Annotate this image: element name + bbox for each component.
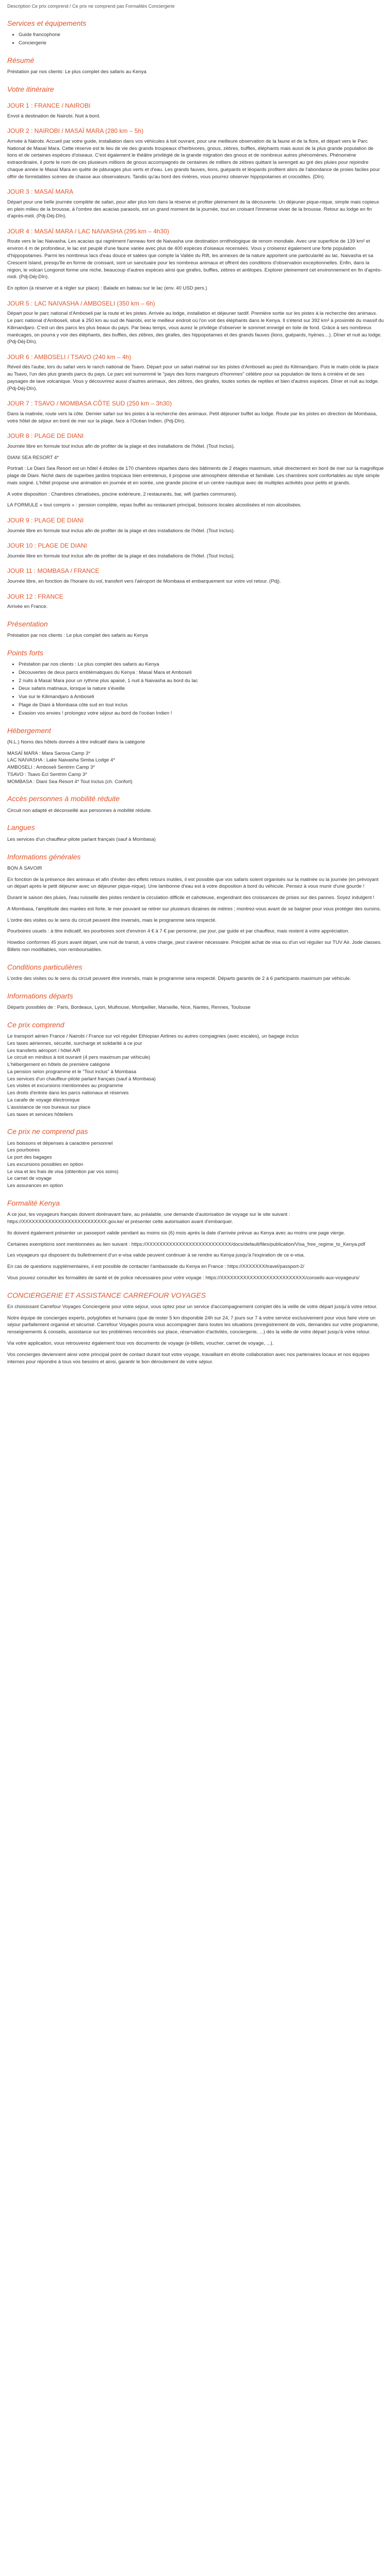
departs-title: Informations départs [7,991,73,1000]
day-paragraph: Journée libre en formule tout inclus afin de profiter de la plage et des installations de l'hôtel. (Tout Inclus). [7,528,235,534]
day-2 [7,127,384,180]
acces-text: Circuit non adapté et déconseillé aux personnes à mobilité réduite. [7,807,152,814]
day-3 [7,188,384,220]
formalites-paragraph: Certaines exemptions sont mentionnées au lien suivant : https://XXXXXXXXXXXXXXXXXXXXXXXXXX/docs/default/files/publication/Visa_free_regime_to_Kenya.pdf [7,1241,365,1247]
day-paragraph: En option (à réserver et à régler sur place) : Balade en bateau sur le lac (env. 40 USD pers.) [7,285,207,292]
conditions-title: Conditions particulières [7,962,83,971]
day-5 [7,299,384,346]
day-title: JOUR 12 : FRANCE [7,592,63,600]
day-title: JOUR 10 : PLAGE DE DIANI [7,542,87,550]
comprend-item: La carafe de voyage électronique [7,1097,80,1104]
formalites-paragraph: A ce jour, les voyageurs français doivent dorénavant faire, au préalable, une demande d'autorisation de voyage sur le site suivant : https://XXXXXXXXXXXXXXXXXXXXXXXXXX.gov.ke/ et présenter cette autorisation avant d'embarquer. [7,1212,290,1225]
itinerary-title: Votre itinéraire [7,84,54,93]
formalites-paragraph: Vous pouvez consulter les formalités de santé et de police nécessaires pour votre voyage : https://XXXXXXXXXXXXXXXXXXXXXXXXXX/conseils-aux-voyageurs/ [7,1275,360,1281]
comprend-item: Le transport aérien France / Nairobi / France sur vol régulier Ethiopian Airlines ou autres compagnies (avec escales), un bagage inclus [7,1033,299,1040]
langues-text: Les services d'un chauffeur-pilote parlant français (sauf à Mombasa) [7,836,156,842]
resume-text: Préstation par nos clients: Le plus complet des safaris au Kenya [7,69,146,75]
infos-title: Informations générales [7,852,81,861]
presentation-text: Préstation par nos clients : Le plus complet des safaris au Kenya [7,633,148,639]
day-paragraph: Réveil dès l'aube, lors du safari vers le ranch national de Tsavo. Départ pour un safari matinal sur les pistes d'Amboseli au pied du Kilimandjaro. Puis le matin cède la place au Tsavo, l'un des plus grands parcs du pays. Le parc est surnommé le "pays des lions mangeurs d'hommes" célèbre pour sa population de lions à crinière et de ses paysages de lave volcanique. Vous y découvrirez aussi d'autres animaux, des zèbres, des girafes, toutes sortes de reptiles et bien d'autres espèces. Dîner et nuit au lodge. (Pdj-Déj-Dîn). [7,364,379,392]
ne-comprend-item: Les pourboires [7,1147,40,1154]
services-item: • Guide francophone [19,31,384,39]
day-paragraph: Départ pour le parc national d'Amboseli par la route et les pistes. Arrivée au lodge, installation et déjeuner tardif. Première sortie sur les pistes à la recherche des animaux. Le parc national d'Amboseli, situé à 250 km au sud de Nairobi, est le meilleur endroit où l'on voit des éléphants dans le Kenya. Il s'étend sur 392 km² à proximité du massif du Kilimandjaro. C'est un des parcs les plus beaux du pays. Par beau temps, vous aurez le privilège d'observer le sommet enneigé en toile de fond. Grâce à ses nombreux marécages, on pourra y voir des éléphants, des buffles, des zèbres, des girafes, des hippopotames et des grands fauves (lions, guépards, hyènes…). Dîner et nuit au lodge. (Pdj-Déj-Dîn). [7,311,384,345]
ne-comprend-item: Le visa et les frais de visa (obtention par vos soins) [7,1168,119,1175]
ne-comprend-item: Le port des bagages [7,1155,52,1161]
acces-title: Accès personnes à mobilité réduite [7,794,120,803]
hebergement-list [7,750,384,786]
day-title: JOUR 11 : MOMBASA / FRANCE [7,567,100,575]
points-list [7,661,384,717]
points-item: • Plage de Diani à Mombasa côte sud en tout inclus [19,702,384,709]
points-title: Points forts [7,648,44,657]
points-item: • 2 nuits à Masaï Mara pour un rythme plus apaisé, 1 nuit à Naivasha au bord du lac [19,677,384,685]
day-title: JOUR 2 : NAIROBI / MASAÏ MARA (280 km – 5h) [7,127,144,135]
day-paragraph: LA FORMULE « tout compris » : pension complète, repas buffet au restaurant principal, boissons locales alcoolisées et non alcoolisées. [7,502,302,509]
day-1 [7,101,384,120]
comprend-item: L'hébergement en hôtels de première catégorie [7,1062,110,1068]
points-item: • Découvertes de deux parcs emblématiques du Kenya : Masaï Mara et Amboseli [19,669,384,676]
services-title: Services et équipements [7,19,87,28]
day-paragraph: Départ pour une belle journée complète de safari, pour aller plus loin dans la réserve et profiter pleinement de la découverte. Un déjeuner pique-nique, simple mais copieux en plein milieu de la brousse, à l'ombre des acacias parasols, est un grand moment de la journée, tout en croisant l'immense vivier de la brousse. Retour au lodge en fin d'après-midi. (Pdj-Déj-Dîn). [7,199,379,219]
ne-comprend-item: Le carnet de voyage [7,1176,52,1182]
day-6 [7,353,384,392]
points-item: • Evasion vos envies ! prolongez votre séjour au bord de l'océan Indien ! [19,710,384,717]
infos-paragraph: L'ordre des visites ou le sens du circuit peuvent être inversés, mais le programme sera respecté. [7,917,217,923]
comprend-title: Ce prix comprend [7,1020,64,1029]
formalites-title: Formalité Kenya [7,1198,60,1207]
comprend-item: Le circuit en minibus à toit ouvrant (4 pers maximum par véhicule) [7,1055,151,1061]
day-paragraph: DIANI SEA RESORT 4* [7,454,59,461]
hebergement-item: LAC NAIVASHA : Lake Naivasha Simba Lodge 4* [7,757,115,764]
comprend-list [7,1033,384,1118]
comprend-item: Les visites et excursions mentionnées au programme [7,1083,123,1089]
day-12 [7,592,384,611]
day-paragraph: Route vers le lac Naivasha. Les acacias qui ragrèment l'anneau font de Naivasha une destination ornithologique de renom mondiale. Avec une superficie de 139 km² et environ 4 m de profondeur, le lac est peuplé d'une faune variée avec plus de 400 espèces d'oiseaux recensées. Vous y croiserez également une forte population d'hippopotames. Parmi les nombreux lacs d'eau douce et salées que compte la Vallée du Rift, les annexes de la nature apportent une particularité au lac. Naivasha et sa Crescent Island, presqu'île en forme de croissant, sont un sanctuaire pour les nombreux animaux et offrent des conditions d'observation exceptionnelles. Enfin, dans la région, le volcan Longonot forme une niche, beaucoup d'autres espèces ainsi que girafes, buffles, zèbres et antilopes. Explorer pleinement cet environnement en fin d'après-midi. (Pdj-Déj-Dîn). [7,239,382,280]
day-title: JOUR 9 : PLAGE DE DIANI [7,517,84,524]
day-title: JOUR 6 : AMBOSELI / TSAVO (240 km – 4h) [7,353,132,361]
top-note: Description Ce prix comprend / Ce prix ne comprend pas Formalités Conciergerie [7,4,175,9]
comprend-item: La pension selon programme et le "Tout inclus" à Mombasa [7,1069,137,1075]
day-title: JOUR 3 : MASAÏ MARA [7,188,74,196]
concierge-paragraph: En choisissant Carrefour Voyages Conciergerie pour votre séjour, vous optez pour un service d'accompagnement complet dès la veille de votre départ jusqu'à votre retour. [7,1303,378,1310]
concierge-paragraph: Notre équipe de concierges experts, polyglottes et humains (que de rester 5 km disponible 24h sur 24, 7 jours sur 7 à votre service exclusivement pour vous faire vivre un séjour parfaitement organisé et sécurisé. Carrefour Voyages pourra vous accompagner dans toutes les situations (enregistrement de vols, demandes sur votre programme, renseignements & conseils, assistance sur les problèmes rencontrés sur place, réservation d'activités, conciergerie, ...) dès la veille de votre départ jusqu'à votre retour. [7,1315,379,1335]
day-paragraph: A votre disposition : Chambres climatisées, piscine extérieure, 2 restaurants, bar, wifi (parties communes). [7,491,237,497]
infos-subtitle: BON À SAVOIR [7,865,42,871]
points-item: • Préstation par nos clients : Le plus complet des safaris au Kenya [19,661,384,668]
comprend-item: Les services d'un chauffeur-pilote parlant français (sauf à Mombasa) [7,1076,156,1082]
day-11 [7,567,384,585]
day-paragraph: Portrait : Le Diani Sea Resort est un hôtel 4 étoiles de 170 chambres réparties dans des bâtiments de 2 étages maximum, situé directement en bord de mer sur la magnifique plage de Diani. Niché dans de superbes jardins tropicaux bien entretenus, il propose une atmosphère détendue et familiale. Les chambres sont confortables au style simple mais soigné. L'hôtel propose une animation en journée et en soirée, une grande piscine et un centre nautique avec de multiples activités pour petits et grands. [7,466,384,486]
concierge-paragraph: Vos concierges deviennent ainsi votre principal point de contact durant tout votre voyage, travaillant en étroite collaboration avec nos partenaires locaux et nos équipes internes pour répondre à tous vos besoins et ainsi, garantir le bon déroulement de votre séjour. [7,1351,370,1365]
infos-paragraph: En fonction de la présence des animaux et afin d'éviter des effets retours inutiles, il est possible que vos safaris soient organisés sur la matinée ou la journée (en prévoyant un départ après le petit déjeuner avec un déjeuner pique-nique). Une lambonne d'eau est à votre disposition à bord du véhicule. Pensez à vous munir d'une gourde ! [7,876,379,890]
day-title: JOUR 7 : TSAVO / MOMBASA CÔTE SUD (250 km – 3h30) [7,400,172,408]
hebergement-item: AMBOSELI : Amboseli Sentrim Camp 3* [7,765,95,771]
ne-comprend-item: Les assurances en option [7,1183,63,1189]
langues-title: Langues [7,823,35,832]
formalites-paragraph: Les voyageurs qui disposent du bulletinement d'un e-visa valide peuvent continuer à se rendre au Kenya jusqu'à l'expiration de ce e-visa. [7,1252,305,1259]
ne-comprend-item: Les excursions possibles en option [7,1161,84,1167]
hebergement-item: TSAVO : Tsavo Ecl Sentrim Camp 3* [7,771,87,777]
hebergement-item: MOMBASA : Diani Sea Resort 4* Tout Inclus (ch. Confort) [7,778,133,785]
infos-paragraph: Howdoo conformes 45 jours avant départ, une nuit de transit, à votre charge, peut s'avérer nécessaire. Précipité achat de visa ou d'un vol régulier sur TUV Air. Jode classes. Billets non modifiables, non remboursables. [7,940,382,953]
formalites-paragraph: En cas de questions supplémentaires, il est possible de contacter l'ambassade du Kenya en France : https://XXXXXXX/travel/passport-2/ [7,1264,304,1270]
day-paragraph: Dans la matinée, route vers la côte. Dernier safari sur les pistes à la recherche des animaux. Petit déjeuner buffet au lodge. Route par les pistes en direction de Mombasa, votre hôtel de séjour en bord de mer sur la plage, face à l'Océan Indien. (Pdj-Dîn). [7,411,377,424]
conditions-text: L'ordre des visites ou le sens du circuit peuvent être inversés, mais le programme sera respecté. Départs garantis de 2 à 6 participants maximum par véhicule. [7,976,351,981]
comprend-item: Les droits d'entrée dans les parcs nationaux et réserves [7,1090,129,1096]
infos-paragraph: Pourboires usuels : à titre indicatif, les pourboires sont d'environ 4 € à 7 € par personne, par jour, par guide et par chauffeur, mais restent à votre appréciation. [7,928,350,935]
presentation-title: Présentation [7,619,48,628]
day-paragraph: Journée libre, en fonction de l'horaire du vol, transfert vers l'aéroport de Mombasa et embarquement sur votre vol retour. (Pdj). [7,578,281,584]
day-7 [7,399,384,425]
day-paragraph: Journée libre en formule tout inclus afin de profiter de la plage et des installations de l'hôtel. (Tout Inclus). [7,553,235,559]
resume-title: Résumé [7,56,35,64]
day-9 [7,516,384,534]
day-title: JOUR 5 : LAC NAIVASHA / AMBOSELI (350 km – 6h) [7,299,155,307]
ne-comprend-item: Les boissons et dépenses à caractère personnel [7,1140,113,1146]
day-8 [7,432,384,509]
departs-text: Départs possibles de : Paris, Bordeaux, Lyon, Mulhouse, Montpellier, Marseille, Nice, Nantes, Rennes, Toulouse [7,1005,251,1011]
day-4 [7,227,384,292]
hebergement-intro: (N.L.) Noms des hôtels donnés à titre indicatif dans la catégorie [7,739,145,745]
infos-paragraph: A Mombasa, l'amplitude des marées est forte, le mer pouvant se retirer sur plusieurs dizaines de mètres ; montrez-vous avant de se baigner pour vous protéger des oursins. [7,906,381,912]
formalites-paragraph: Ils doivent également présenter un passeport valide pendant au moins six (6) mois après la date d'arrivée prévue au Kenya avec au moins une page vierge. [7,1230,346,1236]
day-title: JOUR 8 : PLAGE DE DIANI [7,432,84,440]
points-item: • Deux safaris matinaux, lorsque la nature s'éveille [19,685,384,692]
services-item: • Conciergerie [19,40,384,47]
comprend-item: L'assistance de nos bureaux sur place [7,1104,91,1110]
day-title: JOUR 1 : FRANCE / NAIROBI [7,102,91,110]
hebergement-title: Hébergement [7,726,51,735]
concierge-paragraph: Via votre application, vous retrouverez également tous vos documents de voyage (e-billets, voucher, carnet de voyage, ...). [7,1340,274,1346]
infos-paragraph: Durant le saison des pluies, l'eau ruisselle des pistes rendant la circulation difficile et cahoteuse, engendrant des croissances de prises sur des pannes. Soyez indulgent ! [7,895,374,901]
day-paragraph: Arrivée à Nairobi. Accueil par votre guide, installation dans vos véhicules à toit ouvrant, pour une meilleure observation de la faune et de la flore, et départ vers le Parc National de Masaï Mara. Cette réserve est le lieu de vie des grands troupeaux d'herbivores, gnous, zèbres, buffles, éléphants mais aussi de la plus grande population de lions et de certaines espèces d'oiseaux. C'est également le théâtre privilégié de la grande migration des gnous et de nombreux autres phénomènes. Phénomène extraordinaire, il porte le nom de ces plusieurs millions de gnous accompagnés de centaines de milliers de zèbres quittant la serengeti au gré des pluies pour rejoindre chaque année le Masaï Mara en quête de pâturages plus verts et d'eau. Les grands fauves, lions, guépards et léopards profitent alors de l'abondance de proies faciles pour offrir de formidables scènes de chasse aux observateurs. Tandis qu'au bord des rivières, vous pourrez observer hippopotames et crocodiles. (Dîn). [7,138,380,180]
comprend-item: Les transferts aéroport / hôtel A/R [7,1047,81,1054]
hebergement-item: MASAÏ MARA : Mara Sarova Camp 3* [7,750,91,756]
day-title: JOUR 4 : MASAÏ MARA / LAC NAIVASHA (295 km – 4h30) [7,228,169,235]
day-paragraph: Envol à destination de Nairobi. Nuit à bord. [7,113,101,119]
points-item: • Vue sur le Kilimandjaro à Amboseli [19,693,384,701]
day-paragraph: Journée libre en formule tout inclus afin de profiter de la plage et des installations de l'hôtel. (Tout Inclus). [7,443,235,449]
concierge-title: CONCIERGERIE ET ASSISTANCE CARREFOUR VOYAGES [7,1291,206,1299]
ne-comprend-list [7,1140,384,1190]
day-paragraph: Arrivée en France. [7,604,48,610]
comprend-item: Les taxes aériennes, sécurité, surcharge et solidarité à ce jour [7,1040,142,1046]
day-10 [7,541,384,560]
comprend-item: Les taxes et services hôteliers [7,1111,73,1117]
ne-comprend-title: Ce prix ne comprend pas [7,1127,88,1136]
services-list [7,31,384,47]
